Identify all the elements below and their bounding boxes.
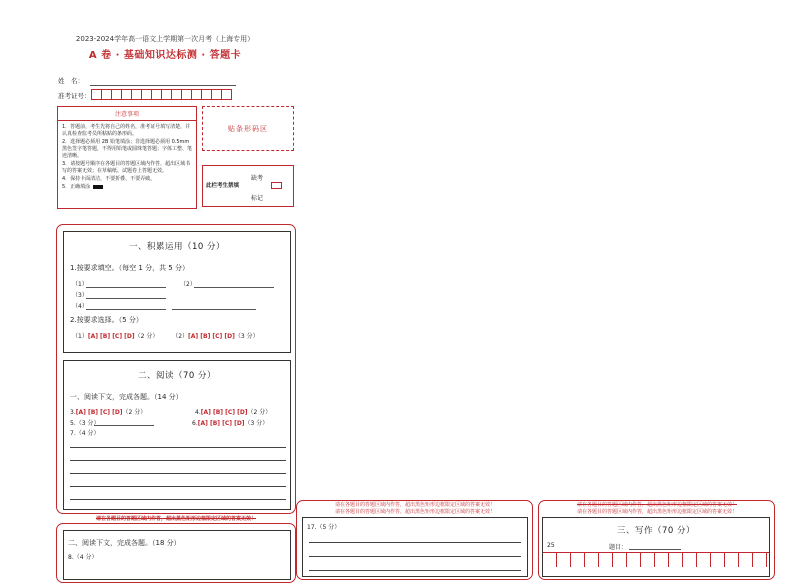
reading-part-1-title: 一、阅读下文，完成各题。（14 分）	[70, 393, 183, 401]
mc-options[interactable]: [A] [B] [C] [D]	[87, 333, 135, 340]
exam-id-cells[interactable]	[92, 89, 232, 100]
essay-grid-cell[interactable]	[543, 553, 557, 567]
blank-line-3[interactable]	[86, 298, 166, 299]
absent-top-label: 缺考	[251, 175, 264, 182]
answer-line[interactable]	[309, 542, 521, 543]
answer-line-5[interactable]	[94, 425, 154, 426]
essay-grid[interactable]	[543, 552, 769, 577]
absent-left-label: 此栏考生禁填	[206, 183, 240, 189]
essay-grid-cell[interactable]	[753, 553, 767, 567]
absent-bottom-label: 标记	[251, 195, 264, 202]
mc-options[interactable]: [A] [B] [C] [D]	[188, 333, 235, 340]
notice-item: 1．答题前，考生先将自己的姓名，准考证号填写清楚，并认真检查监考员所粘贴的条形码。	[62, 124, 191, 137]
name-field[interactable]	[90, 85, 236, 86]
mc-options[interactable]: [A] [B] [C] [D]	[200, 409, 248, 416]
blank-line-4[interactable]	[86, 309, 166, 310]
notice-list	[58, 121, 196, 191]
question-25-number: 25	[547, 542, 555, 549]
mc-row: 3.[A] [B] [C] [D]（2 分）	[70, 409, 147, 416]
card-title: A 卷 · 基础知识达标测 · 答题卡	[88, 50, 242, 61]
essay-grid-cell[interactable]	[669, 553, 683, 567]
boundary-warning: 请在各题目的答题区域内作答，超出黑色矩形边框限定区域的答案无效！	[334, 509, 495, 515]
boundary-warning: 请在各题目的答题区域内作答，超出黑色矩形边框限定区域的答案无效！	[576, 509, 737, 515]
question-5-label: 5.（3 分）	[70, 420, 100, 427]
mc-options[interactable]: [A] [B] [C] [D]	[197, 420, 245, 427]
answer-box-17	[302, 517, 528, 577]
essay-grid-cell[interactable]	[739, 553, 753, 567]
notice-item: 5．正确填涂	[62, 184, 192, 191]
essay-grid-cell[interactable]	[725, 553, 739, 567]
exam-id-cell[interactable]	[221, 89, 232, 100]
barcode-label: 贴条形码区	[228, 124, 268, 133]
notice-item: 4．保持卡面清洁，不要折叠、不要弄破。	[62, 176, 156, 182]
mc-options[interactable]: [A] [B] [C] [D]	[75, 409, 123, 416]
notice-box	[57, 106, 197, 209]
mc-row: 4.[A] [B] [C] [D]（2 分）	[195, 409, 272, 416]
mc-row: 6.[A] [B] [C] [D]（3 分）	[192, 420, 269, 427]
question-1-title: 1.按要求填空。（每空 1 分，共 5 分）	[70, 264, 189, 272]
question-2-title: 2.按要求选择。（5 分）	[70, 316, 143, 324]
section-title: 三、写作（70 分）	[616, 526, 696, 536]
section-title: 二、阅读（70 分）	[137, 371, 217, 381]
answer-line[interactable]	[70, 447, 286, 448]
notice-title: 注意事项	[58, 107, 196, 121]
name-label: 姓 名：	[58, 77, 84, 85]
blank-label: （4）	[72, 303, 88, 310]
barcode-area	[202, 106, 294, 151]
id-label: 准考证号：	[58, 92, 91, 100]
boundary-warning: 请在各题目的答题区域内作答，超出黑色矩形边框限定区域的答案无效！	[95, 516, 256, 522]
blank-label: （1）	[72, 281, 88, 288]
essay-grid-cell[interactable]	[599, 553, 613, 567]
blank-line-2[interactable]	[194, 287, 274, 288]
answer-line[interactable]	[309, 556, 521, 557]
blank-line-1[interactable]	[86, 287, 166, 288]
boundary-warning: 请在各题目的答题区域内作答，超出黑色矩形边框限定区域的答案无效！	[576, 502, 737, 508]
essay-grid-cell[interactable]	[571, 553, 585, 567]
essay-grid-cell[interactable]	[711, 553, 725, 567]
blank-label: （3）	[72, 292, 88, 299]
blank-line-5[interactable]	[172, 309, 256, 310]
essay-grid-cell[interactable]	[557, 553, 571, 567]
essay-grid-cell[interactable]	[683, 553, 697, 567]
notice-item: 3．请按题号顺序在各题目的答题区域内作答，超出区域书写的答案无效；在草稿纸、试题卷上答题无效。	[62, 161, 191, 174]
section-accumulation	[63, 231, 291, 353]
exam-title: 2023-2024学年高一语文上学期第一次月考（上海专用）	[75, 35, 255, 43]
question-7-label: 7.（4 分）	[70, 430, 100, 437]
essay-grid-cell[interactable]	[613, 553, 627, 567]
essay-grid-cell[interactable]	[655, 553, 669, 567]
reading-part-2-title: 二、阅读下文，完成各题。（18 分）	[68, 539, 181, 547]
blank-label: （2）	[180, 281, 196, 288]
answer-line[interactable]	[309, 570, 521, 571]
answer-line[interactable]	[70, 460, 286, 461]
absent-checkbox[interactable]	[271, 182, 282, 189]
essay-grid-cell[interactable]	[697, 553, 711, 567]
mc-row: （1）[A] [B] [C] [D]（2 分） （2）[A] [B] [C] [D]（3 分）	[72, 333, 259, 340]
notice-item: 2．选择题必须用 2B 铅笔填涂；非选择题必须用 0.5mm 黑色签字笔答题，不得用铅笔或圆珠笔答题；字体工整、笔迹清晰。	[62, 139, 193, 159]
essay-grid-cell[interactable]	[627, 553, 641, 567]
essay-grid-cell[interactable]	[585, 553, 599, 567]
section-reading-continued	[63, 530, 291, 580]
topic-field[interactable]	[629, 549, 681, 550]
question-8-label: 8.（4 分）	[68, 554, 98, 561]
section-reading	[63, 360, 291, 510]
answer-line[interactable]	[70, 473, 286, 474]
answer-line[interactable]	[70, 486, 286, 487]
question-17-label: 17.（5 分）	[307, 524, 341, 531]
boundary-warning: 请在各题目的答题区域内作答，超出黑色矩形边框限定区域的答案无效！	[334, 502, 495, 508]
section-title: 一、积累运用（10 分）	[128, 242, 226, 252]
topic-label: 题目：	[609, 544, 628, 551]
essay-grid-cell[interactable]	[641, 553, 655, 567]
filled-mark-example	[93, 185, 103, 189]
section-writing	[542, 517, 770, 577]
absent-box	[202, 165, 294, 207]
answer-line[interactable]	[70, 499, 286, 500]
